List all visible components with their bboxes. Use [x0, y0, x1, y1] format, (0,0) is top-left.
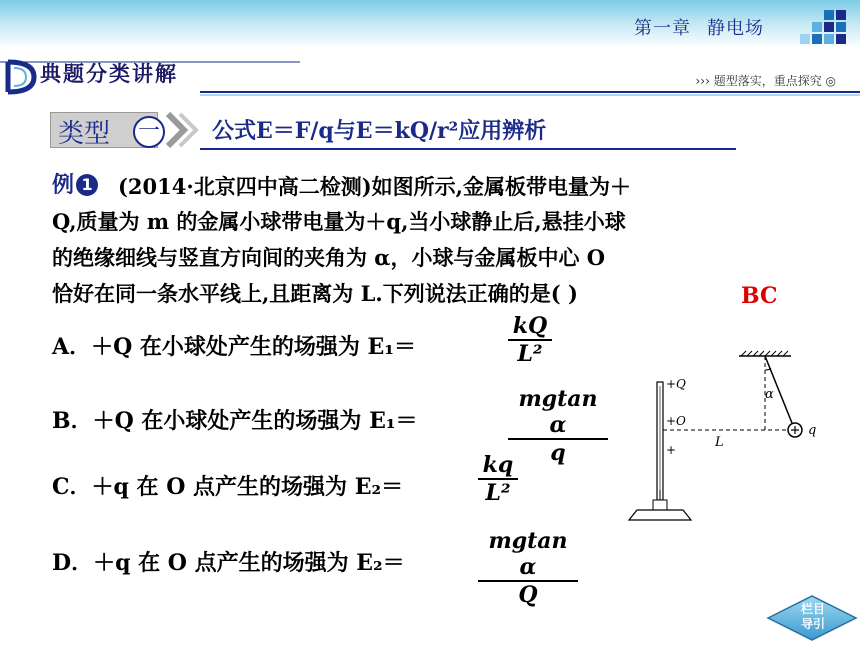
option-b-numerator: mgtan α [518, 386, 598, 438]
chevron-right-icon [164, 112, 204, 148]
option-d-denominator: Q [518, 582, 538, 608]
option-a-fraction [508, 313, 552, 367]
plate-top-label: +Q [666, 377, 686, 391]
type-title: 公式E＝F/q与E＝kQ/r²应用辨析 [212, 118, 547, 144]
question-line-1: (2014·北京四中高二检测)如图所示,金属板带电量为＋ [118, 174, 631, 199]
nav-line-1: 栏目 [800, 602, 825, 616]
chapter-title [634, 14, 764, 40]
decorative-squares-icon [800, 10, 846, 44]
chapter-section: 静电场 [707, 18, 764, 39]
example-badge [52, 168, 98, 199]
option-d-numerator: mgtan α [488, 528, 568, 580]
option-c: C．＋q 在 O 点产生的场强为 E₂＝ [52, 474, 404, 500]
nav-guide-label[interactable] [793, 602, 833, 632]
option-a: A．＋Q 在小球处产生的场强为 E₁＝ [52, 334, 416, 360]
d-logo-icon [8, 62, 34, 92]
distance-label: L [715, 435, 724, 450]
type-number: 一 [133, 116, 165, 148]
question-line-3: 的绝缘细线与竖直方向间的夹角为 α，小球与金属板中心 O [52, 245, 606, 270]
banner-title: 典题分类讲解 [40, 62, 178, 86]
angle-label: α [765, 387, 774, 402]
physics-figure [615, 348, 845, 528]
option-a-numerator: kQ [512, 313, 548, 339]
chapter-number: 第一章 [634, 18, 691, 39]
option-c-fraction [478, 452, 518, 506]
question-line-4: 恰好在同一条水平线上,且距离为 L.下列说法正确的是( ) [52, 281, 578, 306]
option-d-fraction [478, 528, 578, 608]
option-c-numerator: kq [482, 452, 514, 478]
option-b-denominator: q [550, 440, 566, 466]
option-b-fraction [508, 386, 608, 466]
answer-text: BC [741, 283, 778, 309]
type-label: 类型 [58, 119, 111, 149]
example-label: 例 [52, 173, 75, 198]
type-underline [200, 148, 736, 150]
question-line-2: Q,质量为 m 的金属小球带电量为＋q,当小球静止后,悬挂小球 [52, 209, 626, 234]
option-a-denominator: L² [517, 341, 543, 367]
option-c-denominator: L² [485, 480, 511, 506]
nav-line-2: 导引 [800, 617, 825, 631]
banner-subtitle: ››› 题型落实，重点探究 ◎ [695, 74, 836, 88]
example-number: 1 [76, 174, 98, 196]
option-b: B．＋Q 在小球处产生的场强为 E₁＝ [52, 408, 418, 434]
charge-label: q [808, 423, 817, 438]
plate-mid-label: +O [666, 414, 686, 428]
plate-bottom-label: + [666, 443, 677, 457]
option-d: D．＋q 在 O 点产生的场强为 E₂＝ [52, 550, 405, 576]
